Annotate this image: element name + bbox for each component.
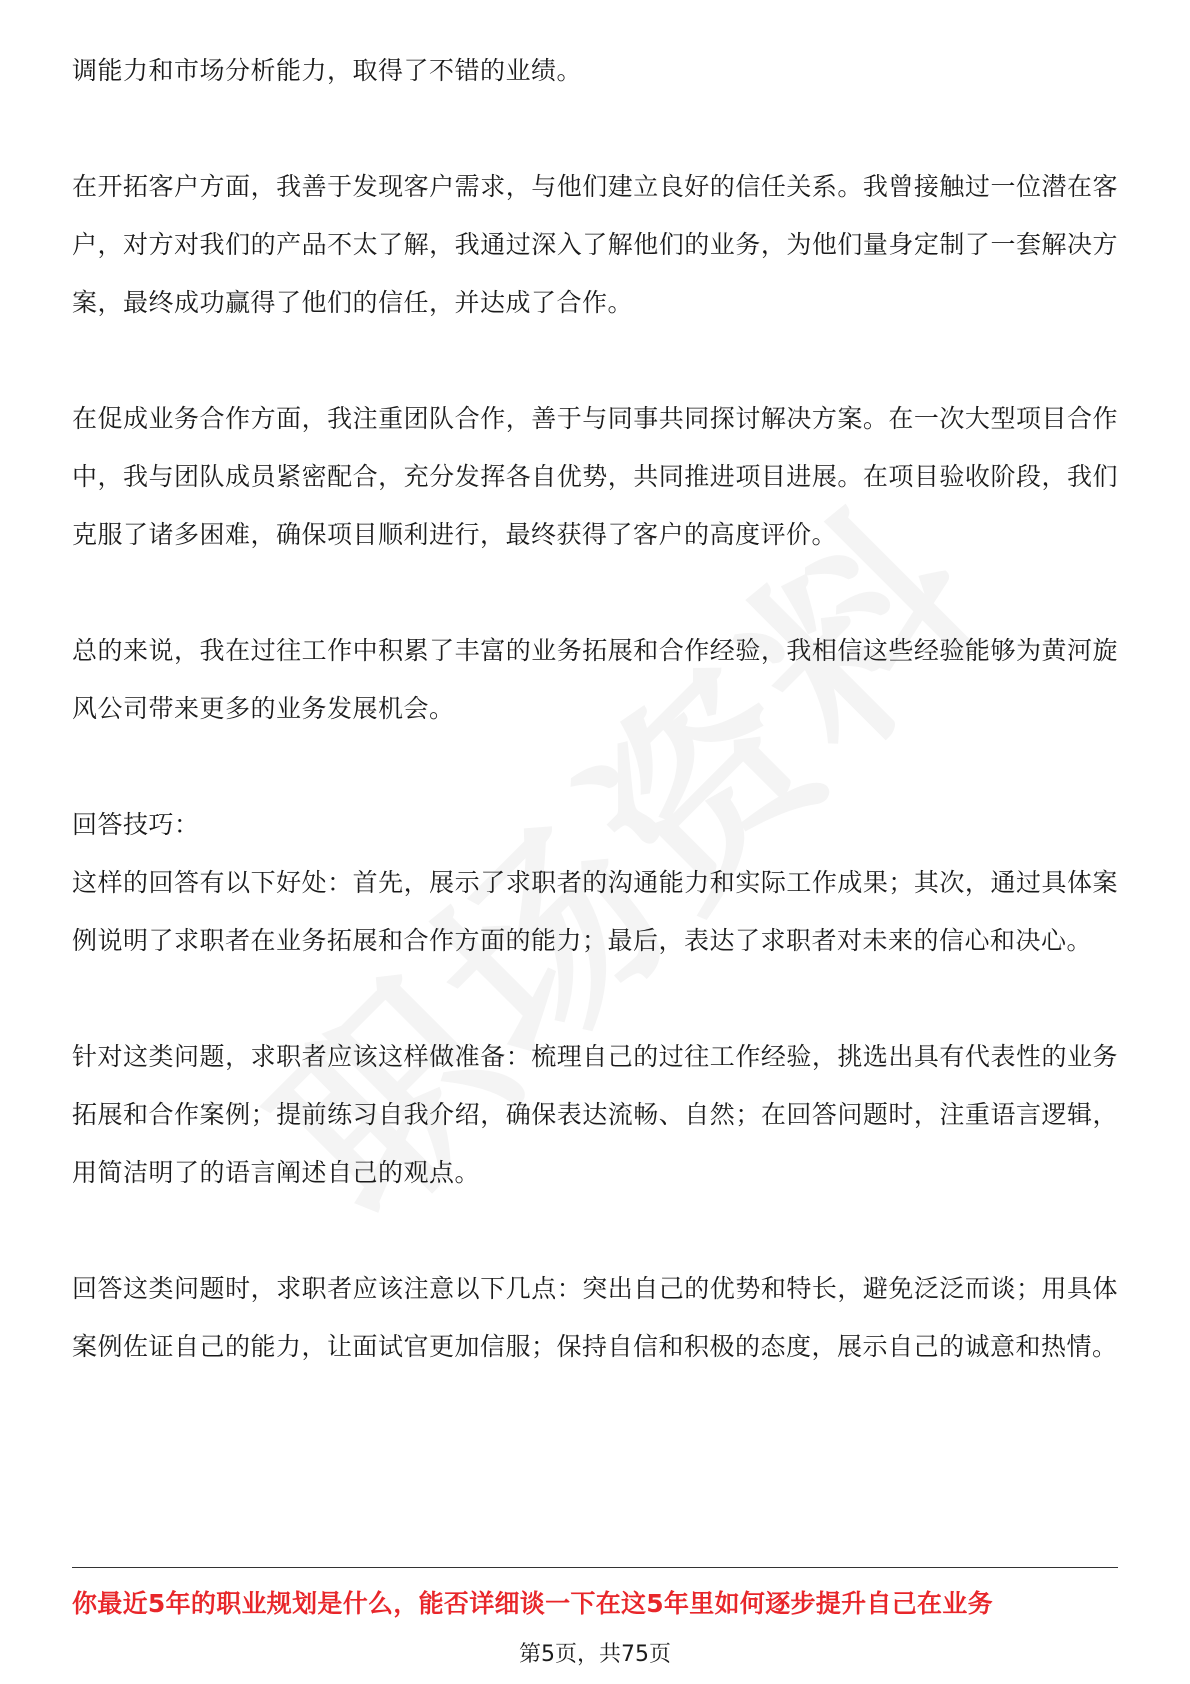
page-content: [72, 42, 1118, 1434]
next-question-heading: 你最近5年的职业规划是什么，能否详细谈一下在这5年里如何逐步提升自己在业务: [72, 1589, 993, 1618]
tips-heading: 回答技巧：: [72, 810, 200, 839]
paragraph-client-development: 在开拓客户方面，我善于发现客户需求，与他们建立良好的信任关系。我曾接触过一位潜在客户，对方对我们的产品不太了解，我通过深入了解他们的业务，为他们量身定制了一套解决方案，最终成功赢得了他们的信任，并达成了合作。: [72, 172, 1118, 317]
paragraph-summary: 总的来说，我在过往工作中积累了丰富的业务拓展和合作经验，我相信这些经验能够为黄河旋风公司带来更多的业务发展机会。: [72, 636, 1118, 723]
paragraph-business-cooperation: 在促成业务合作方面，我注重团队合作，善于与同事共同探讨解决方案。在一次大型项目合作中，我与团队成员紧密配合，充分发挥各自优势，共同推进项目进展。在项目验收阶段，我们克服了诸多困难，确保项目顺利进行，最终获得了客户的高度评价。: [72, 404, 1118, 549]
page-number: 第5页，共75页: [519, 1642, 671, 1667]
tips-paragraph-preparation: 针对这类问题，求职者应该这样做准备：梳理自己的过往工作经验，挑选出具有代表性的业务拓展和合作案例；提前练习自我介绍，确保表达流畅、自然；在回答问题时，注重语言逻辑，用简洁明了的语言阐述自己的观点。: [72, 1042, 1118, 1187]
divider-line: [72, 1567, 1118, 1568]
tips-paragraph-attention: 回答这类问题时，求职者应该注意以下几点：突出自己的优势和特长，避免泛泛而谈；用具体案例佐证自己的能力，让面试官更加信服；保持自信和积极的态度，展示自己的诚意和热情。: [72, 1274, 1118, 1361]
paragraph-continuation: 调能力和市场分析能力，取得了不错的业绩。: [72, 56, 583, 85]
tips-paragraph-benefits: 这样的回答有以下好处：首先，展示了求职者的沟通能力和实际工作成果；其次，通过具体案例说明了求职者在业务拓展和合作方面的能力；最后，表达了求职者对未来的信心和决心。: [72, 868, 1118, 955]
